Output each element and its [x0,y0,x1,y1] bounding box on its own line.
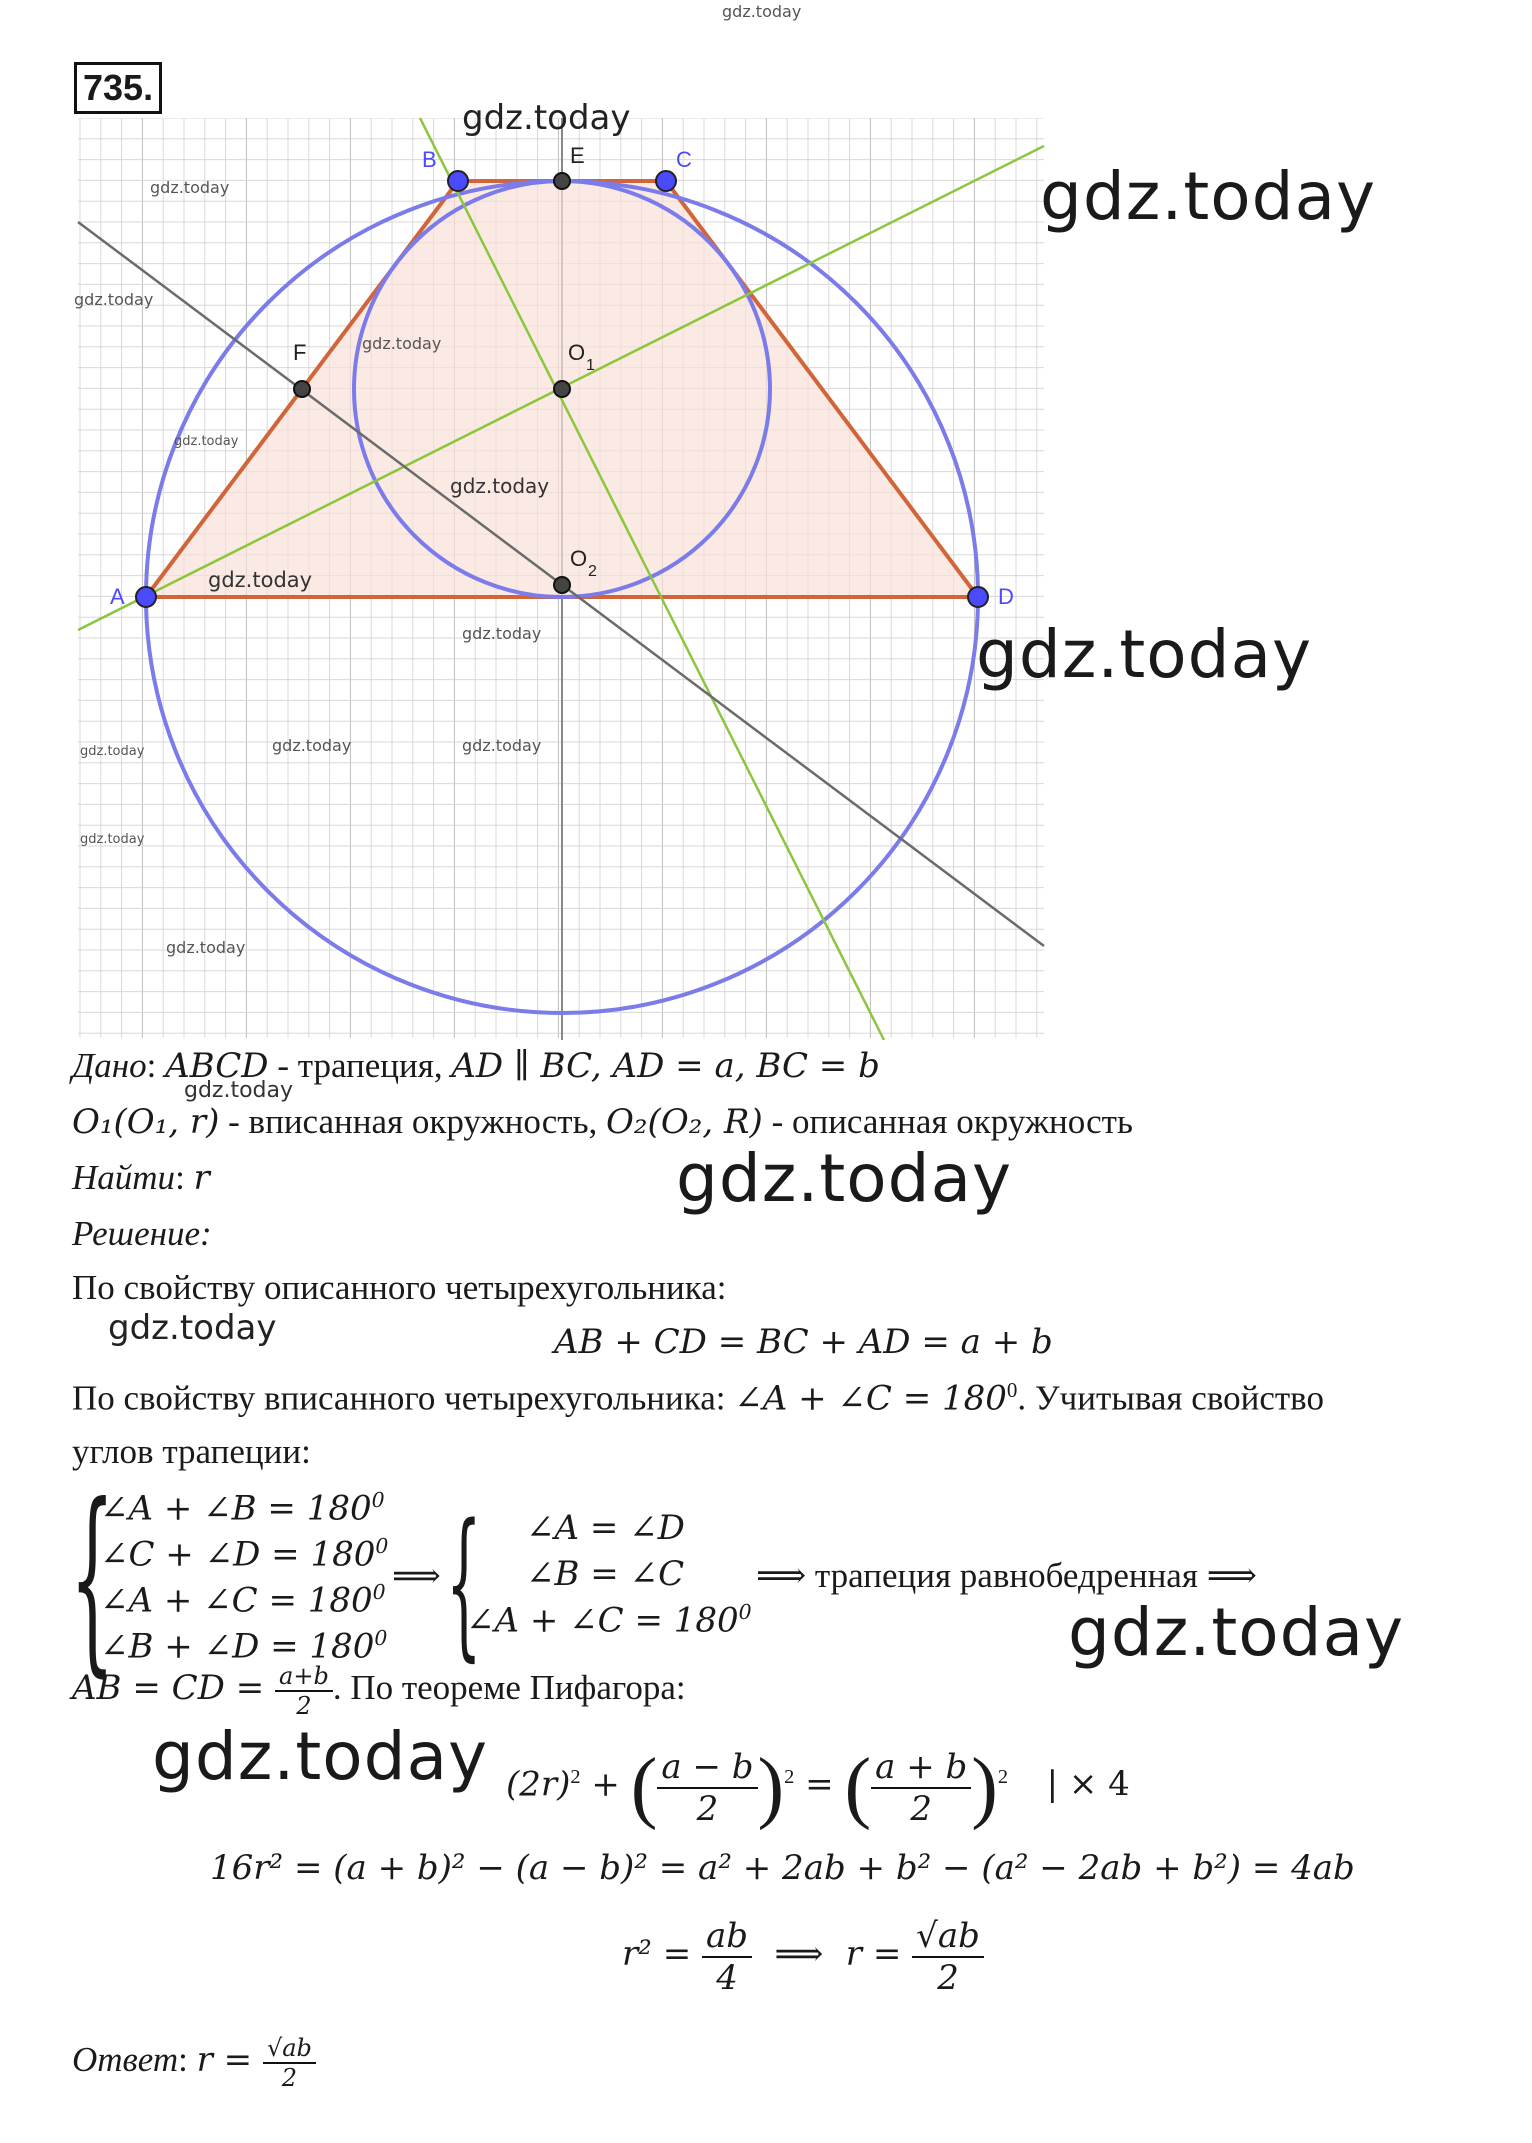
watermark: gdz.today [208,568,313,592]
watermark: gdz.today [174,434,239,449]
watermark: gdz.today [152,1718,489,1795]
watermark: gdz.today [462,98,631,138]
geometry-figure [0,0,1532,1040]
label-b: B [422,147,437,172]
system1-row: ∠B + ∠D = $180^0$ [100,1626,388,1667]
watermark: gdz.today [1040,158,1377,235]
find-label: Найти [72,1158,176,1197]
system2-row: ∠B = ∠C [526,1554,685,1594]
r-squared-result: r² = $\frac{ab}{4}$ ⟹ r = $\frac{√ab}{2}$ [622,1916,984,1998]
given-text: - трапеция, [268,1046,452,1085]
solution-p1: По свойству описанного четырехугольника: [72,1268,727,1307]
watermark: gdz.today [74,290,154,309]
watermark: gdz.today [450,474,550,498]
system1-brace: { [70,1462,115,1695]
solution-p2 [72,1378,1324,1419]
solution-p3: углов трапеции: [72,1432,311,1471]
pythagoras-equation: $(2r)^2$ + ( $\frac{a - b}{2}$ )$^2$ = ( $\frac{a + b}{2}$ )$^2$ | × 4 [506,1743,1130,1831]
point-d [968,587,988,607]
watermark: gdz.today [108,1308,277,1348]
point-e [554,173,570,189]
find-value: r [193,1158,210,1198]
watermark: gdz.today [1068,1594,1405,1671]
answer: Ответ: r = $\frac{√ab}{2}$ [72,2034,316,2092]
solution-label-line: Решение: [72,1214,212,1253]
watermark: gdz.today [166,938,246,957]
system1-row: ∠A + ∠C = $180^0$ [100,1580,386,1621]
circumscribed-text: - описанная окружность [762,1102,1133,1141]
point-c [656,171,676,191]
watermark: gdz.today [362,334,442,353]
system2-row: ∠A + ∠C = $180^0$ [466,1600,752,1641]
watermark: gdz.today [462,736,542,755]
system1-row: ∠C + ∠D = $180^0$ [100,1534,389,1575]
watermark: gdz.today [150,178,230,197]
p2-sup: 0 [1006,1378,1018,1402]
inscribed-circle-notation: O₁(O₁, r) [72,1102,220,1142]
watermark: gdz.today [676,1140,1013,1217]
watermark: gdz.today [80,744,145,759]
inscribed-text: - вписанная окружность, [219,1102,607,1141]
system2-row: ∠A = ∠D [526,1508,685,1548]
watermark: gdz.today [80,832,145,847]
p2-math: ∠A + ∠C = 180 [734,1378,1007,1419]
given-line-1: Дано: ABCD - трапеция, AD ∥ BC, AD = a, BC = b [72,1046,880,1086]
watermark: gdz.today [272,736,352,755]
find-line: Найти: r [72,1158,210,1198]
p2-text-b: . Учитывая свойство [1017,1378,1324,1418]
watermark: gdz.today [462,624,542,643]
label-a: A [110,584,125,609]
system2-brace: { [446,1489,482,1676]
label-o2: O [570,546,588,571]
conclusion: ⟹ трапеция равнобедренная ⟹ [756,1556,1257,1595]
circumscribed-circle-notation: O₂(O₂, R) [606,1102,763,1142]
watermark: gdz.today [976,616,1313,693]
point-f [294,381,310,397]
equation-1: AB + CD = BC + AD = a + b [554,1322,1053,1362]
system1-row: ∠A + ∠B = $180^0$ [100,1488,385,1529]
equation-16r2: 16r² = (a + b)² − (a − b)² = a² + 2ab + b² − (a² − 2ab + b²) = 4ab [210,1848,1355,1888]
point-a [136,587,156,607]
label-e: E [570,143,585,168]
given-values: AD ∥ BC, AD = a, BC = b [451,1046,880,1086]
p2-text: По свойству вписанного четырехугольника: [72,1378,735,1418]
label-f: F [293,340,307,365]
point-o1 [554,381,570,397]
label-o1-sub: 1 [586,357,595,374]
label-o1: O [568,340,586,365]
label-o2-sub: 2 [588,563,597,580]
solution-label: Решение [72,1214,201,1253]
watermark: gdz.today [184,1078,294,1103]
point-b [448,171,468,191]
problem-number: 735. [74,62,162,114]
watermark: gdz.today [722,2,802,21]
ab-equals-cd: AB = CD = $\frac{a+b}{2}$ . По теореме Пифагора: [72,1662,686,1720]
given-line-2 [72,1102,1133,1142]
given-label: Дано [72,1046,147,1085]
point-o2 [554,577,570,593]
implies-arrow: ⟹ [392,1556,441,1596]
given-figure: ABCD [165,1046,269,1086]
label-d: D [998,584,1014,609]
label-c: C [676,147,692,172]
